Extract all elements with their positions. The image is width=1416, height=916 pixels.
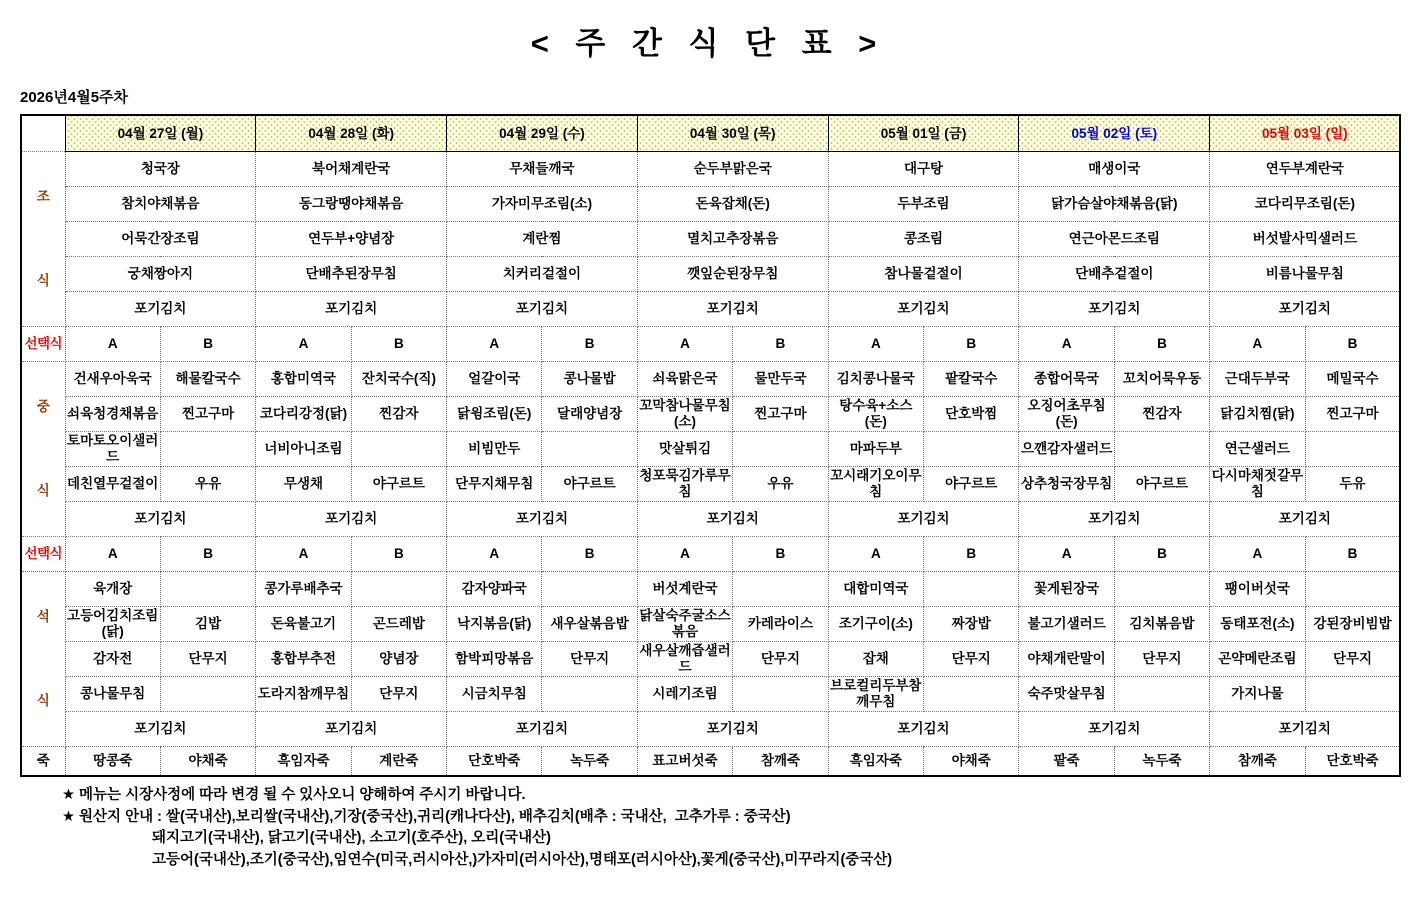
menu-item-cell: 버섯발사믹샐러드: [1210, 221, 1401, 256]
menu-item-cell: [733, 571, 828, 606]
menu-item-cell: [733, 431, 828, 466]
kimchi-cell: 포기김치: [1210, 501, 1401, 536]
menu-item-cell: 해물칼국수: [160, 361, 255, 396]
dinner-label-wrap: [23, 575, 64, 743]
menu-item-cell: 무생채: [256, 466, 351, 501]
menu-item-cell: 쇠육청경채볶음: [65, 396, 160, 431]
kimchi-cell: 포기김치: [637, 711, 828, 746]
footer-notes: [62, 785, 1402, 871]
day-header: 04월 28일 (화): [256, 115, 447, 151]
menu-item-cell: 낙지볶음(닭): [447, 606, 542, 641]
menu-item-cell: 상추청국장무침: [1019, 466, 1114, 501]
menu-item-cell: 닭살숙주굴소스볶음: [637, 606, 732, 641]
menu-item-cell: 조기구이(소): [828, 606, 923, 641]
porridge-cell: 참깨죽: [733, 746, 828, 776]
menu-item-cell: 연두부계란국: [1210, 151, 1401, 186]
menu-item-cell: 비름나물무침: [1210, 256, 1401, 291]
menu-item-cell: 너비아니조림: [256, 431, 351, 466]
menu-item-cell: 곤드레밥: [351, 606, 446, 641]
choice-option-a: A: [65, 536, 160, 571]
day-header: 05월 01일 (금): [828, 115, 1019, 151]
choice-option-a: A: [256, 326, 351, 361]
menu-item-cell: 콩나물무침: [65, 676, 160, 711]
menu-item-cell: 메밀국수: [1305, 361, 1400, 396]
menu-item-cell: 오징어초무침(돈): [1019, 396, 1114, 431]
menu-item-cell: [351, 431, 446, 466]
menu-item-cell: 감자양파국: [447, 571, 542, 606]
menu-item-cell: 돈육잡채(돈): [637, 186, 828, 221]
porridge-cell: 땅콩죽: [65, 746, 160, 776]
menu-item-cell: 야채개란말이: [1019, 641, 1114, 676]
kimchi-cell: 포기김치: [65, 711, 256, 746]
menu-item-cell: 단무지: [733, 641, 828, 676]
note-line: 고등어(국내산),조기(중국산),임연수(미국,러시아산,)가자미(러시아산),명태포(러시아산),꽃게(중국산),미꾸라지(중국산): [152, 851, 893, 868]
menu-item-cell: 으깬감자샐러드: [1019, 431, 1114, 466]
page-title: < 주 간 식 단 표 >: [530, 26, 886, 61]
menu-item-cell: 잡채: [828, 641, 923, 676]
choice-option-a: A: [828, 536, 923, 571]
menu-item-cell: 대합미역국: [828, 571, 923, 606]
menu-item-cell: 가자미무조림(소): [447, 186, 638, 221]
porridge-cell: 녹두죽: [542, 746, 637, 776]
menu-item-cell: 야구르트: [351, 466, 446, 501]
menu-item-cell: 닭윙조림(돈): [447, 396, 542, 431]
choice-label: 선택식: [21, 326, 65, 361]
menu-item-cell: 꽃게된장국: [1019, 571, 1114, 606]
menu-item-cell: 두부조림: [828, 186, 1019, 221]
menu-item-cell: 단배추된장무침: [256, 256, 447, 291]
kimchi-cell: 포기김치: [1210, 711, 1401, 746]
menu-item-cell: [542, 676, 637, 711]
menu-item-cell: 계란찜: [447, 221, 638, 256]
menu-item-cell: 순두부맑은국: [637, 151, 828, 186]
menu-item-cell: 숙주맛살무침: [1019, 676, 1114, 711]
menu-item-cell: 근대두부국: [1210, 361, 1305, 396]
porridge-cell: 야채죽: [160, 746, 255, 776]
menu-item-cell: 코다리강정(닭): [256, 396, 351, 431]
menu-item-cell: 꼬막참나물무침(소): [637, 396, 732, 431]
choice-option-a: A: [828, 326, 923, 361]
menu-item-cell: 함박피망볶음: [447, 641, 542, 676]
menu-item-cell: 브로컬리두부참깨무침: [828, 676, 923, 711]
kimchi-cell: 포기김치: [256, 501, 447, 536]
menu-item-cell: 짜장밥: [924, 606, 1019, 641]
menu-item-cell: [924, 431, 1019, 466]
lunch-label-wrap: [23, 365, 64, 533]
menu-item-cell: 궁채짱아지: [65, 256, 256, 291]
choice-option-b: B: [160, 326, 255, 361]
menu-item-cell: 불고기샐러드: [1019, 606, 1114, 641]
menu-item-cell: 시레기조림: [637, 676, 732, 711]
menu-item-cell: 곤약메란조림: [1210, 641, 1305, 676]
menu-item-cell: 맛살튀김: [637, 431, 732, 466]
day-header: 05월 02일 (토): [1019, 115, 1210, 151]
menu-item-cell: 달래양념장: [542, 396, 637, 431]
kimchi-cell: 포기김치: [1019, 501, 1210, 536]
menu-item-cell: 다시마채젓갈무침: [1210, 466, 1305, 501]
menu-item-cell: 단배추겉절이: [1019, 256, 1210, 291]
menu-item-cell: 우유: [733, 466, 828, 501]
menu-item-cell: [160, 431, 255, 466]
choice-option-b: B: [351, 536, 446, 571]
menu-item-cell: 단무지: [351, 676, 446, 711]
menu-item-cell: 연근아몬드조림: [1019, 221, 1210, 256]
week-label: 2026년4월5주차: [20, 89, 129, 106]
menu-item-cell: 데친열무겉절이: [65, 466, 160, 501]
day-header: 04월 30일 (목): [637, 115, 828, 151]
porridge-cell: 팥죽: [1019, 746, 1114, 776]
menu-item-cell: 얼갈이국: [447, 361, 542, 396]
menu-item-cell: 청국장: [65, 151, 256, 186]
choice-option-b: B: [1305, 326, 1400, 361]
choice-option-b: B: [351, 326, 446, 361]
menu-item-cell: 치커리겉절이: [447, 256, 638, 291]
menu-item-cell: 콩나물밥: [542, 361, 637, 396]
menu-item-cell: [733, 676, 828, 711]
kimchi-cell: 포기김치: [1019, 291, 1210, 326]
menu-item-cell: 콩조림: [828, 221, 1019, 256]
porridge-cell: 단호박죽: [447, 746, 542, 776]
menu-item-cell: 강된장비빔밥: [1305, 606, 1400, 641]
menu-item-cell: [160, 571, 255, 606]
kimchi-cell: 포기김치: [447, 711, 638, 746]
section-label-char: 조: [36, 188, 50, 204]
menu-item-cell: [924, 676, 1019, 711]
menu-item-cell: 코다리무조림(돈): [1210, 186, 1401, 221]
day-header: 04월 29일 (수): [447, 115, 638, 151]
choice-option-b: B: [733, 326, 828, 361]
menu-item-cell: 양념장: [351, 641, 446, 676]
kimchi-cell: 포기김치: [256, 291, 447, 326]
menu-item-cell: [1114, 676, 1209, 711]
menu-item-cell: 육개장: [65, 571, 160, 606]
kimchi-cell: 포기김치: [828, 501, 1019, 536]
menu-item-cell: 홍합미역국: [256, 361, 351, 396]
menu-item-cell: 단무지: [1305, 641, 1400, 676]
kimchi-cell: 포기김치: [828, 711, 1019, 746]
kimchi-cell: 포기김치: [447, 501, 638, 536]
menu-item-cell: 버섯계란국: [637, 571, 732, 606]
section-label-char: 식: [36, 272, 50, 288]
menu-item-cell: [160, 676, 255, 711]
porridge-cell: 녹두죽: [1114, 746, 1209, 776]
menu-item-cell: 콩가루배추국: [256, 571, 351, 606]
menu-item-cell: 야구르트: [1114, 466, 1209, 501]
menu-item-cell: 꼬시래기오이무침: [828, 466, 923, 501]
menu-item-cell: 참치야채볶음: [65, 186, 256, 221]
kimchi-cell: 포기김치: [65, 501, 256, 536]
menu-item-cell: 동태포전(소): [1210, 606, 1305, 641]
menu-item-cell: 탕수육+소스(돈): [828, 396, 923, 431]
porridge-cell: 표고버섯죽: [637, 746, 732, 776]
menu-item-cell: 깻잎순된장무침: [637, 256, 828, 291]
menu-item-cell: 야구르트: [542, 466, 637, 501]
menu-item-cell: 찐고구마: [1305, 396, 1400, 431]
note-line: ★ 메뉴는 시장사정에 따라 변경 될 수 있사오니 양해하여 주시기 바랍니다.: [62, 787, 526, 803]
section-label-char: 중: [36, 398, 50, 414]
kimchi-cell: 포기김치: [1019, 711, 1210, 746]
kimchi-cell: 포기김치: [637, 501, 828, 536]
menu-item-cell: [542, 571, 637, 606]
section-label-char: 석: [36, 608, 50, 624]
choice-option-b: B: [1114, 536, 1209, 571]
choice-option-a: A: [447, 536, 542, 571]
menu-item-cell: 시금치무침: [447, 676, 542, 711]
kimchi-cell: 포기김치: [1210, 291, 1401, 326]
menu-item-cell: 대구탕: [828, 151, 1019, 186]
choice-option-b: B: [924, 536, 1019, 571]
menu-item-cell: 어묵간장조림: [65, 221, 256, 256]
choice-option-b: B: [924, 326, 1019, 361]
menu-item-cell: [542, 431, 637, 466]
choice-option-a: A: [65, 326, 160, 361]
menu-item-cell: 마파두부: [828, 431, 923, 466]
menu-item-cell: 김치볶음밥: [1114, 606, 1209, 641]
porridge-cell: 단호박죽: [1305, 746, 1400, 776]
choice-option-a: A: [1210, 326, 1305, 361]
menu-item-cell: 단무지채무침: [447, 466, 542, 501]
choice-option-b: B: [542, 536, 637, 571]
corner-cell: [21, 115, 65, 151]
menu-item-cell: 단무지: [542, 641, 637, 676]
menu-item-cell: 팽이버섯국: [1210, 571, 1305, 606]
menu-item-cell: 김밥: [160, 606, 255, 641]
kimchi-cell: 포기김치: [828, 291, 1019, 326]
menu-item-cell: 참나물겉절이: [828, 256, 1019, 291]
menu-item-cell: 찐고구마: [733, 396, 828, 431]
menu-item-cell: 건새우아욱국: [65, 361, 160, 396]
menu-item-cell: 가지나물: [1210, 676, 1305, 711]
menu-item-cell: 도라지참깨무침: [256, 676, 351, 711]
choice-option-b: B: [160, 536, 255, 571]
menu-item-cell: 단호박찜: [924, 396, 1019, 431]
menu-item-cell: 야구르트: [924, 466, 1019, 501]
breakfast-label-wrap: [23, 155, 64, 323]
menu-item-cell: [1305, 571, 1400, 606]
menu-item-cell: [1114, 431, 1209, 466]
note-line: ★ 원산지 안내 : 쌀(국내산),보리쌀(국내산),기장(중국산),귀리(캐나다산), 배추김치(배추 : 국내산, 고추가루 : 중국산): [62, 808, 791, 825]
breakfast-label: [21, 151, 65, 326]
menu-item-cell: 물만두국: [733, 361, 828, 396]
choice-option-a: A: [447, 326, 542, 361]
menu-item-cell: 멸치고추장볶음: [637, 221, 828, 256]
menu-item-cell: [1305, 676, 1400, 711]
day-header: 04월 27일 (월): [65, 115, 256, 151]
menu-item-cell: 꼬치어묵우동: [1114, 361, 1209, 396]
menu-item-cell: 고등어김치조림(닭): [65, 606, 160, 641]
porridge-cell: 흑임자죽: [256, 746, 351, 776]
section-label-char: 식: [36, 482, 50, 498]
kimchi-cell: 포기김치: [65, 291, 256, 326]
choice-option-a: A: [1210, 536, 1305, 571]
menu-item-cell: 단무지: [160, 641, 255, 676]
kimchi-cell: 포기김치: [637, 291, 828, 326]
menu-item-cell: 찐감자: [1114, 396, 1209, 431]
menu-item-cell: 감자전: [65, 641, 160, 676]
menu-item-cell: [351, 571, 446, 606]
menu-item-cell: 찐감자: [351, 396, 446, 431]
menu-item-cell: 카레라이스: [733, 606, 828, 641]
choice-label: 선택식: [21, 536, 65, 571]
menu-item-cell: [924, 571, 1019, 606]
porridge-cell: 야채죽: [924, 746, 1019, 776]
menu-item-cell: 연두부+양념장: [256, 221, 447, 256]
porridge-cell: 계란죽: [351, 746, 446, 776]
menu-item-cell: 무채들깨국: [447, 151, 638, 186]
menu-item-cell: 매생이국: [1019, 151, 1210, 186]
kimchi-cell: 포기김치: [447, 291, 638, 326]
choice-option-b: B: [1114, 326, 1209, 361]
menu-item-cell: 종합어묵국: [1019, 361, 1114, 396]
menu-item-cell: 연근샐러드: [1210, 431, 1305, 466]
lunch-label: [21, 361, 65, 536]
porridge-label: 죽: [21, 746, 65, 776]
menu-item-cell: 찐고구마: [160, 396, 255, 431]
menu-item-cell: 새우살깨즙샐러드: [637, 641, 732, 676]
menu-item-cell: 두유: [1305, 466, 1400, 501]
note-line: 돼지고기(국내산), 닭고기(국내산), 소고기(호주산), 오리(국내산): [152, 830, 551, 846]
porridge-cell: 흑임자죽: [828, 746, 923, 776]
choice-option-b: B: [542, 326, 637, 361]
menu-item-cell: 닭가슴살야채볶음(닭): [1019, 186, 1210, 221]
menu-item-cell: 청포묵김가루무침: [637, 466, 732, 501]
weekly-menu-table: [20, 114, 1401, 777]
menu-item-cell: 돈육불고기: [256, 606, 351, 641]
menu-item-cell: 잔치국수(직): [351, 361, 446, 396]
menu-item-cell: [1305, 431, 1400, 466]
porridge-cell: 참깨죽: [1210, 746, 1305, 776]
menu-item-cell: 새우살볶음밥: [542, 606, 637, 641]
menu-item-cell: 단무지: [924, 641, 1019, 676]
menu-item-cell: 동그랑땡야채볶음: [256, 186, 447, 221]
dinner-label: [21, 571, 65, 746]
menu-item-cell: 닭김치찜(닭): [1210, 396, 1305, 431]
choice-option-a: A: [1019, 536, 1114, 571]
menu-item-cell: 비빔만두: [447, 431, 542, 466]
menu-item-cell: [1114, 571, 1209, 606]
choice-option-a: A: [637, 536, 732, 571]
choice-option-a: A: [637, 326, 732, 361]
menu-item-cell: 팥칼국수: [924, 361, 1019, 396]
menu-item-cell: 토마토오이샐러드: [65, 431, 160, 466]
choice-option-b: B: [733, 536, 828, 571]
menu-item-cell: 북어채계란국: [256, 151, 447, 186]
menu-item-cell: 쇠육맑은국: [637, 361, 732, 396]
menu-item-cell: 단무지: [1114, 641, 1209, 676]
day-header: 05월 03일 (일): [1210, 115, 1401, 151]
section-label-char: 식: [36, 692, 50, 708]
choice-option-b: B: [1305, 536, 1400, 571]
choice-option-a: A: [256, 536, 351, 571]
menu-item-cell: 김치콩나물국: [828, 361, 923, 396]
menu-item-cell: 우유: [160, 466, 255, 501]
choice-option-a: A: [1019, 326, 1114, 361]
kimchi-cell: 포기김치: [256, 711, 447, 746]
menu-item-cell: 홍합부추전: [256, 641, 351, 676]
